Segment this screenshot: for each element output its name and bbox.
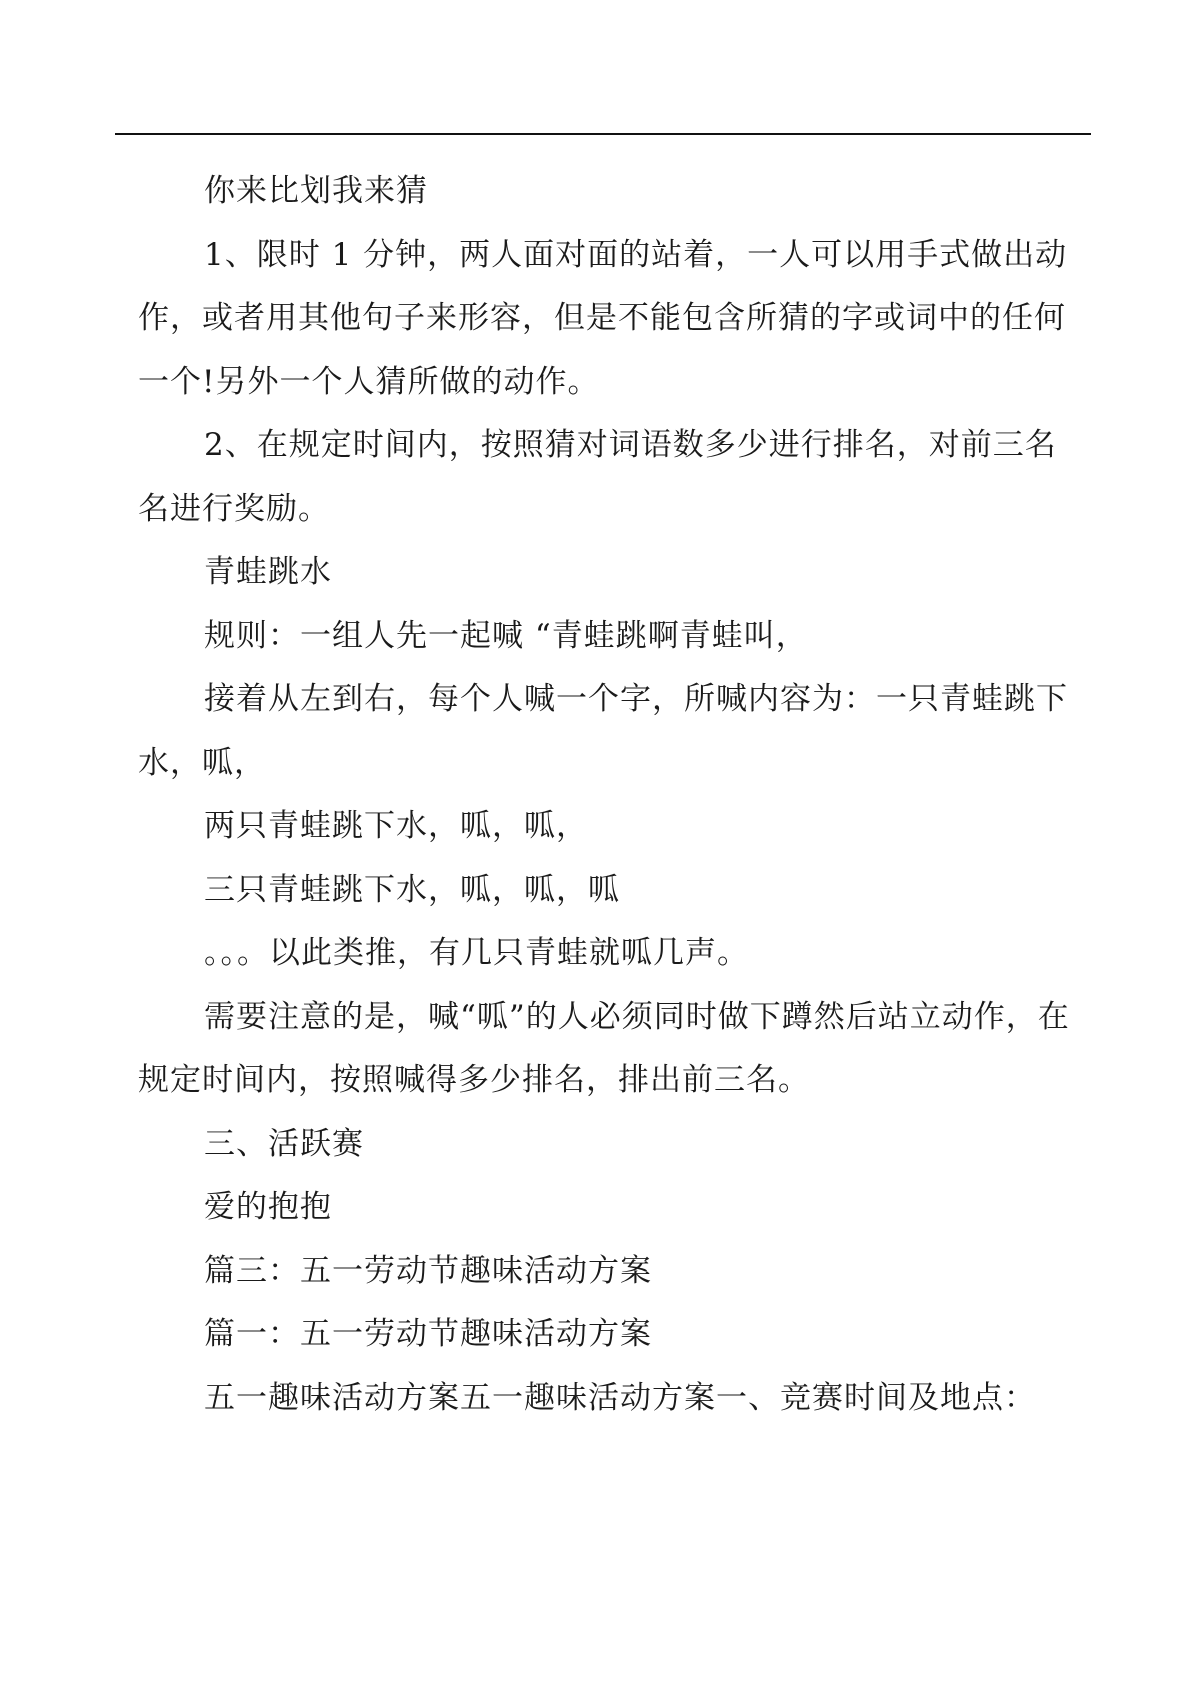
heading-charades: 你来比划我来猜 [204,173,428,209]
heading-frog-jump: 青蛙跳水 [204,554,332,590]
frog-rule-intro: 规则：一组人先一起喊 “青蛙跳啊青蛙叫， [204,617,808,654]
frog-rule-sequence: 接着从左到右，每个人喊一个字，所喊内容为：一只青蛙跳下水，呱， [138,681,1068,781]
chapter-one-title: 篇一：五一劳动节趣味活动方案 [204,1316,652,1352]
frog-rule-three: 三只青蛙跳下水，呱，呱，呱 [204,871,620,908]
header-rule [115,133,1091,135]
frog-rule-etc: 。。。以此类推，有几只青蛙就呱几声。 [204,935,749,971]
chapter-three-title: 篇三：五一劳动节趣味活动方案 [204,1252,652,1289]
document-body [138,160,1072,1430]
charades-rule-2: 2、在规定时间内，按照猜对词语数多少进行排名，对前三名名进行奖励。 [138,427,1057,527]
frog-rule-note: 需要注意的是，喊“呱”的人必须同时做下蹲然后站立动作，在规定时间内，按照喊得多少排名，排出前三名。 [138,998,1070,1098]
heading-love-hug: 爱的抱抱 [204,1189,332,1225]
heading-section-three: 三、活跃赛 [204,1125,364,1162]
plan-intro: 五一趣味活动方案五一趣味活动方案一、竞赛时间及地点： [204,1379,1036,1416]
charades-rule-1: 1、限时 1 分钟，两人面对面的站着，一人可以用手式做出动作，或者用其他句子来形容，但是不能包含所猜的字或词中的任何一个!另外一个人猜所做的动作。 [138,236,1068,400]
frog-rule-two: 两只青蛙跳下水，呱，呱， [204,808,588,844]
